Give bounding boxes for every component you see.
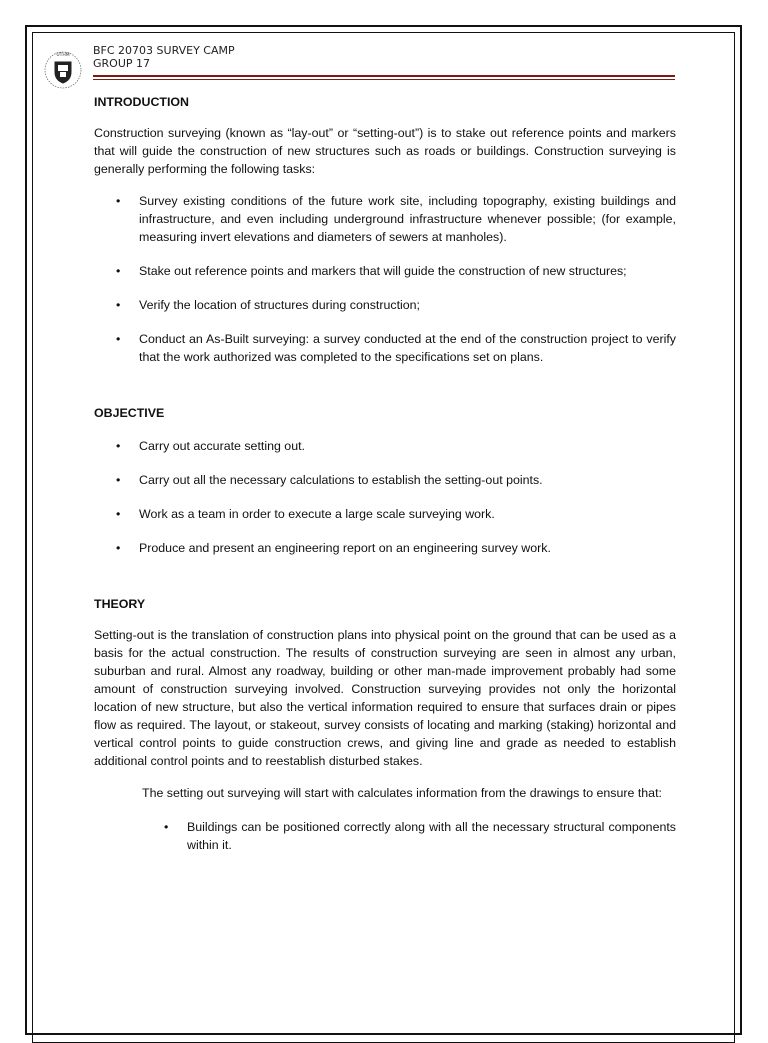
list-item: • Produce and present an engineering report on an engineering survey work. [94, 539, 676, 557]
list-item: • Conduct an As-Built surveying: a survey conducted at the end of the construction project to verify that the work authorized was completed to the specifications set on plans. [94, 330, 676, 366]
theory-paragraph: Setting-out is the translation of construction plans into physical point on the ground that can be used as a basis for the actual construction. The results of construction surveying are seen in almost any urban, suburban and rural. Almost any roadway, building or other man-made improvement probably had some amount of construction surveying involved. Construction surveying provides not only the horizontal location of new structure, but also the vertical information required to ensure that surfaces drain or pipes flow as required. The layout, or stakeout, survey consists of locating and marking (staking) horizontal and vertical control points to guide construction crews, and giving line and grade as needed to establish additional control points and to reestablish disturbed stakes. [94, 628, 676, 768]
introduction-paragraph: Construction surveying (known as “lay-out” or “setting-out”) is to stake out reference points and markers that will guide the construction of new structures such as roads or buildings. Construction surveying is generally performing the following tasks: [94, 126, 676, 176]
list-item: • Buildings can be positioned correctly along with all the necessary structural components within it. [94, 818, 676, 854]
header-rule-thin [93, 79, 675, 80]
theory-heading: THEORY [94, 597, 146, 611]
objective-heading: OBJECTIVE [94, 406, 165, 420]
list-item: • Work as a team in order to execute a large scale surveying work. [94, 505, 676, 523]
list-item: • Carry out accurate setting out. [94, 437, 676, 455]
list-item: • Stake out reference points and markers that will guide the construction of new structures; [94, 262, 676, 280]
objective-list [94, 437, 676, 557]
header-text [93, 44, 235, 70]
list-item: • Verify the location of structures during construction; [94, 296, 676, 314]
list-item: • Carry out all the necessary calculations to establish the setting-out points. [94, 471, 676, 489]
group-label: GROUP 17 [93, 57, 151, 70]
introduction-heading: INTRODUCTION [94, 95, 189, 109]
list-item: • Survey existing conditions of the future work site, including topography, existing buildings and infrastructure, and even including underground infrastructure whenever possible; (for example, measuring invert elevations and diameters of sewers at manholes). [94, 192, 676, 246]
university-logo-icon [43, 50, 83, 90]
svg-text:UTHM: UTHM [56, 53, 70, 58]
document-body [94, 94, 676, 854]
header-rule [93, 75, 675, 77]
page-header [47, 44, 677, 84]
theory-paragraph: The setting out surveying will start with calculates information from the drawings to ensure that: [142, 786, 662, 800]
theory-list [94, 818, 676, 854]
course-code: BFC 20703 SURVEY CAMP [93, 44, 235, 57]
introduction-list [94, 192, 676, 366]
